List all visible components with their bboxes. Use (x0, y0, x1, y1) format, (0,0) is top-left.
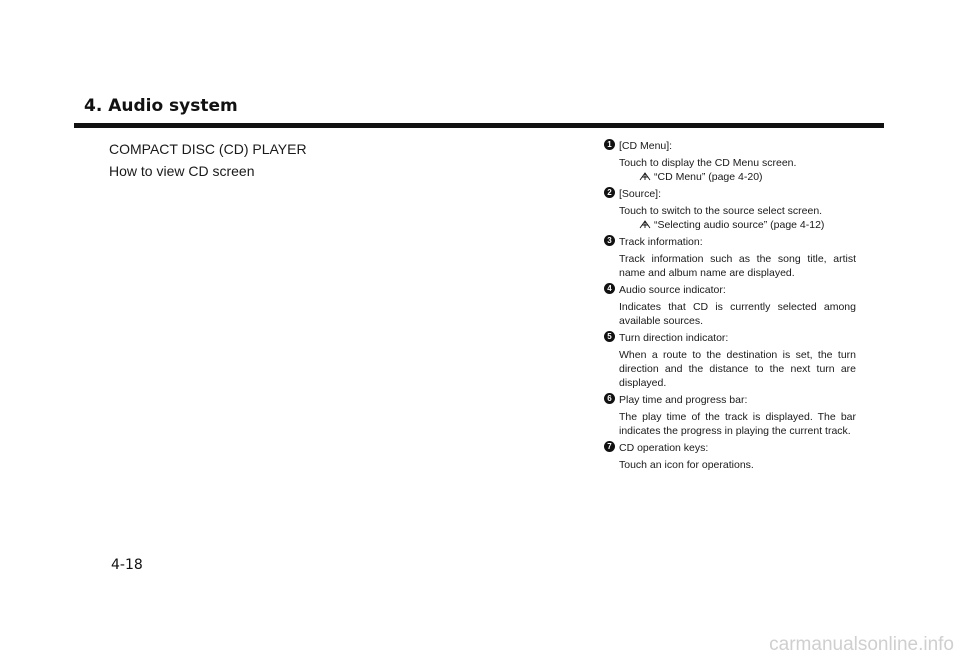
item-label: Track information: (619, 236, 703, 248)
item-description: When a route to the destination is set, the turn direction and the distance to the next turn are displayed. (619, 349, 856, 389)
list-item (604, 393, 856, 438)
list-item (604, 283, 856, 328)
item-description: Touch to switch to the source select screen. (619, 205, 823, 217)
page-reference (619, 218, 856, 232)
item-description: Track information such as the song title, artist name and album name are displayed. (619, 253, 856, 279)
list-item (604, 235, 856, 280)
item-description: Touch an icon for operations. (619, 459, 754, 471)
page-reference (619, 170, 856, 184)
item-label: [Source]: (619, 188, 662, 200)
book-reference-icon (639, 220, 651, 229)
book-reference-icon (639, 172, 651, 181)
number-marker: 2 (604, 187, 615, 198)
section-heading: 4. Audio system (84, 96, 238, 116)
item-description: Touch to display the CD Menu screen. (619, 157, 797, 169)
page-subtitle: How to view CD screen (109, 163, 255, 179)
number-marker: 4 (604, 283, 615, 294)
number-marker: 3 (604, 235, 615, 246)
reference-text: “CD Menu” (page 4-20) (654, 171, 763, 183)
list-item (604, 441, 856, 472)
item-label: Audio source indicator: (619, 284, 726, 296)
number-marker: 5 (604, 331, 615, 342)
number-marker: 7 (604, 441, 615, 452)
number-marker: 1 (604, 139, 615, 150)
item-description: Indicates that CD is currently selected among available sources. (619, 301, 856, 327)
page-number: 4-18 (111, 557, 143, 573)
item-label: CD operation keys: (619, 442, 709, 454)
list-item (604, 187, 856, 232)
item-description: The play time of the track is displayed. The bar indicates the progress in playing the current track. (619, 411, 856, 437)
item-list (604, 139, 856, 475)
item-label: Turn direction indicator: (619, 332, 729, 344)
item-label: Play time and progress bar: (619, 394, 748, 406)
page-title: COMPACT DISC (CD) PLAYER (109, 141, 307, 157)
list-item (604, 331, 856, 390)
item-label: [CD Menu]: (619, 140, 673, 152)
reference-text: “Selecting audio source” (page 4-12) (654, 219, 825, 231)
list-item (604, 139, 856, 184)
number-marker: 6 (604, 393, 615, 404)
watermark: carmanualsonline.info (769, 634, 954, 655)
heading-rule (74, 123, 884, 128)
